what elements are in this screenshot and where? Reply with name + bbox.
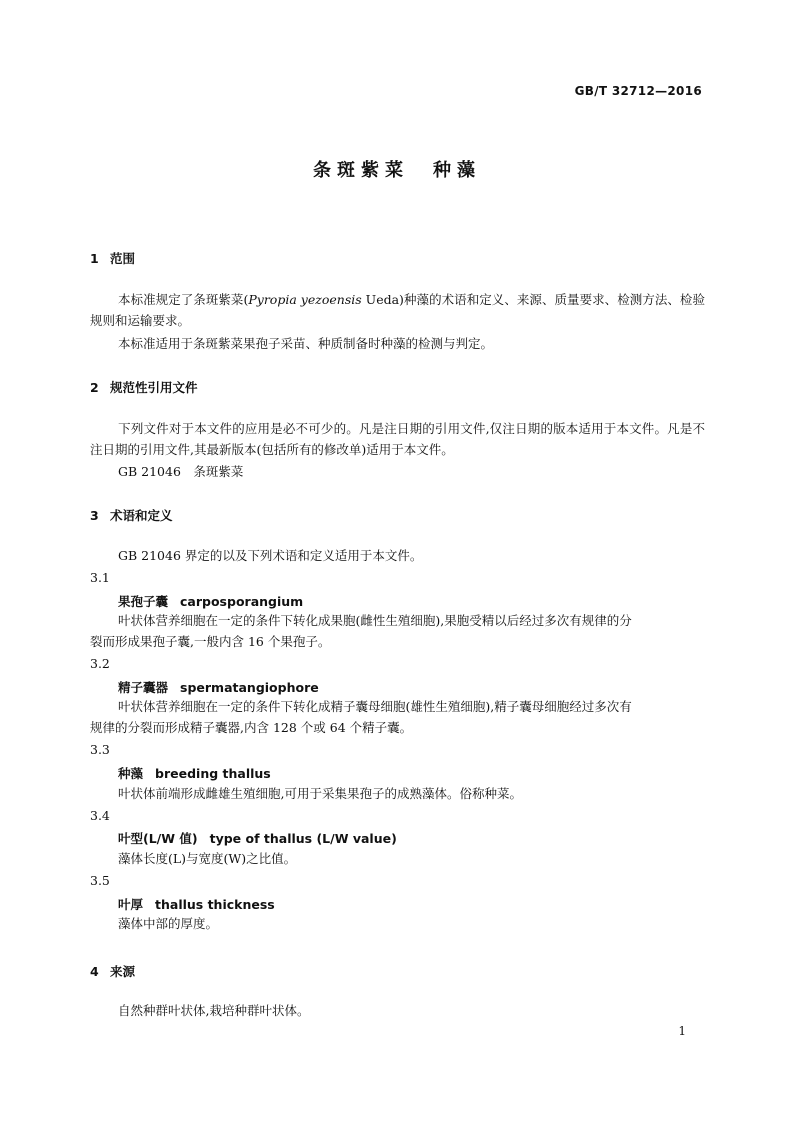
definition-line: 裂而形成果孢子囊,一般内含 16 个果孢子。 [90, 634, 331, 649]
section-number: 4 [90, 964, 99, 979]
term-title [118, 829, 397, 847]
term-en: breeding thallus [155, 766, 271, 781]
term-cn: 种藻 [118, 766, 144, 781]
clause-number: 3.1 [90, 570, 110, 585]
term-title [118, 592, 303, 610]
document-title: 条斑紫菜 种藻 [313, 160, 481, 181]
section-2-heading [90, 378, 198, 396]
section-number: 1 [90, 251, 99, 266]
scope-text-b: Ueda)种藻的术语和定义、来源、质量要求、检测方法、检验规则和运输要求。 [90, 292, 705, 328]
term-title [118, 895, 275, 913]
section-1-heading [90, 249, 135, 267]
source-paragraph: 自然种群叶状体,栽培种群叶状体。 [118, 1003, 310, 1018]
latin-species-name: Pyropia yezoensis [248, 292, 362, 307]
scope-paragraph-2: 本标准适用于条斑紫菜果孢子采苗、种质制备时种藻的检测与判定。 [118, 336, 494, 351]
clause-number: 3.4 [90, 808, 110, 823]
term-definition [118, 848, 705, 869]
term-definition [90, 696, 705, 738]
term-title [118, 678, 319, 696]
term-cn: 叶型(L/W 值) [118, 831, 198, 846]
standard-number: GB/T 32712—2016 [574, 84, 702, 98]
references-text: 下列文件对于本文件的应用是必不可少的。凡是注日期的引用文件,仅注日期的版本适用于本文件。凡是不注日期的引用文件,其最新版本(包括所有的修改单)适用于本文件。 [90, 421, 705, 457]
scope-text-a: 本标准规定了条斑紫菜( [118, 292, 249, 307]
references-paragraph [90, 418, 705, 460]
section-title: 范围 [110, 251, 136, 266]
definition-line: 藻体长度(L)与宽度(W)之比值。 [118, 851, 297, 866]
section-title: 规范性引用文件 [110, 380, 198, 395]
term-title [118, 764, 271, 782]
term-en: spermatangiophore [180, 680, 319, 695]
definition-line: 藻体中部的厚度。 [118, 916, 219, 931]
term-definition [118, 783, 705, 804]
section-title: 来源 [110, 964, 136, 979]
definition-line: 叶状体营养细胞在一定的条件下转化成果胞(雌性生殖细胞),果胞受精以后经过多次有规律的分 [118, 613, 632, 628]
term-definition [118, 913, 705, 934]
term-en: thallus thickness [155, 897, 275, 912]
term-en: type of thallus (L/W value) [209, 831, 397, 846]
term-definition [90, 610, 705, 652]
section-number: 2 [90, 380, 99, 395]
clause-number: 3.3 [90, 742, 110, 757]
term-cn: 精子囊器 [118, 680, 169, 695]
term-cn: 果孢子囊 [118, 594, 169, 609]
term-cn: 叶厚 [118, 897, 144, 912]
term-en: carposporangium [180, 594, 304, 609]
reference-item: GB 21046 条斑紫菜 [118, 464, 244, 479]
page-number: 1 [678, 1024, 686, 1038]
section-number: 3 [90, 508, 99, 523]
clause-number: 3.2 [90, 656, 110, 671]
scope-paragraph-1 [90, 289, 705, 331]
definition-line: 叶状体营养细胞在一定的条件下转化成精子囊母细胞(雄性生殖细胞),精子囊母细胞经过多次有 [118, 699, 632, 714]
terms-intro: GB 21046 界定的以及下列术语和定义适用于本文件。 [118, 548, 423, 563]
clause-number: 3.5 [90, 873, 110, 888]
section-4-heading [90, 962, 135, 980]
definition-line: 规律的分裂而形成精子囊器,内含 128 个或 64 个精子囊。 [90, 720, 413, 735]
section-title: 术语和定义 [110, 508, 173, 523]
definition-line: 叶状体前端形成雌雄生殖细胞,可用于采集果孢子的成熟藻体。俗称种菜。 [118, 786, 522, 801]
section-3-heading [90, 506, 173, 524]
